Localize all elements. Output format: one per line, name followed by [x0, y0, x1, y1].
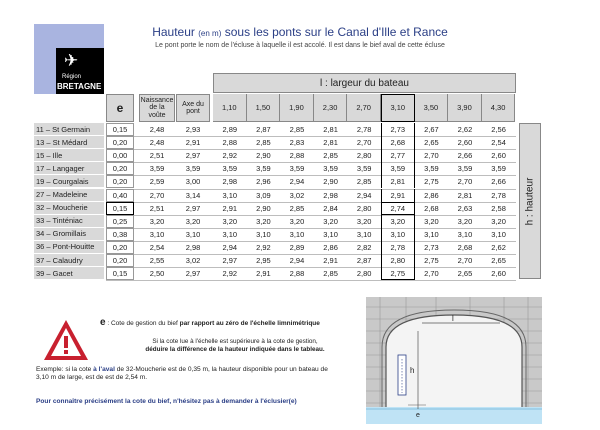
- height-value-cell: 2,70: [424, 151, 439, 161]
- voute-value-cell: 2,54: [149, 242, 165, 252]
- height-value-cell: 2,73: [424, 242, 439, 252]
- voute-value-cell: 2,48: [149, 125, 165, 134]
- height-value-cell: 2,87: [256, 125, 271, 134]
- height-value-cell: 3,02: [289, 190, 305, 200]
- height-value-cell: 2,91: [256, 269, 271, 279]
- height-value-cell: 2,56: [491, 125, 506, 134]
- height-value-cell: 2,92: [222, 151, 238, 161]
- height-value-cell: 2,60: [491, 269, 506, 279]
- e-value-cell: 0,15: [106, 202, 134, 215]
- axe-value-cell: 2,98: [185, 242, 201, 252]
- voute-value-cell: 3,10: [149, 229, 165, 239]
- height-value-cell: 2,75: [424, 256, 439, 265]
- height-value-cell: 2,62: [491, 242, 506, 252]
- e-value-cell: 0,20: [106, 175, 134, 188]
- e-column-header: e: [106, 94, 134, 122]
- height-value-cell: 2,95: [256, 256, 271, 265]
- diagram-label-e: e: [416, 412, 420, 419]
- e-value-cell: 0,20: [106, 162, 134, 175]
- e-value-cell: 0,15: [106, 123, 134, 136]
- page-subtitle: Le pont porte le nom de l'écluse à laquelle il est accolé. Il est dans le bief aval de cette écluse: [155, 42, 445, 49]
- voute-value-cell: 2,51: [149, 203, 165, 213]
- height-value-cell: 2,89: [222, 125, 238, 134]
- height-value-cell: 2,65: [424, 138, 439, 148]
- axe-value-cell: 3,02: [185, 256, 201, 265]
- height-value-cell: 3,59: [491, 164, 506, 174]
- height-value-cell: 2,66: [491, 177, 506, 187]
- height-value-cell: 3,10: [491, 229, 506, 239]
- height-value-cell: 2,98: [323, 190, 338, 200]
- height-value-cell: 2,54: [491, 138, 506, 148]
- logo-line1: Région: [62, 74, 82, 80]
- e-value-cell: 0,00: [106, 149, 134, 162]
- height-value-cell: 2,94: [356, 190, 372, 200]
- height-value-cell: 3,59: [424, 164, 439, 174]
- height-value-cell: 2,75: [381, 267, 415, 280]
- width-header-cell: 1,90: [280, 94, 314, 122]
- height-value-cell: 2,86: [424, 190, 439, 200]
- lock-name-cell: 32 – Moucherie: [34, 202, 104, 215]
- height-value-cell: 2,82: [356, 242, 372, 252]
- height-value-cell: 2,96: [256, 177, 271, 187]
- height-value-cell: 2,91: [381, 189, 415, 202]
- lock-name-cell: 13 – St Médard: [34, 136, 104, 149]
- voute-value-cell: 3,20: [149, 216, 165, 226]
- height-value-cell: 2,75: [424, 177, 439, 187]
- lock-name-cell: 17 – Langager: [34, 162, 104, 175]
- logo-line2: BRETAGNE: [57, 82, 102, 91]
- height-value-cell: 3,20: [289, 216, 305, 226]
- diagram-label-l: l: [452, 314, 454, 323]
- height-value-cell: 3,20: [356, 216, 372, 226]
- e-value-cell: 0,15: [106, 267, 134, 280]
- axe-value-cell: 2,93: [185, 125, 201, 134]
- region-bretagne-logo: [34, 24, 104, 94]
- lock-name-cell: 39 – Gacet: [34, 267, 104, 280]
- lock-name-cell: 15 – Ille: [34, 149, 104, 162]
- height-value-cell: 2,84: [323, 203, 338, 213]
- height-value-cell: 2,70: [424, 269, 439, 279]
- height-value-cell: 2,70: [356, 138, 372, 148]
- height-value-cell: 2,80: [356, 203, 372, 213]
- height-value-cell: 3,20: [222, 216, 238, 226]
- bridge-diagram: [366, 297, 542, 424]
- height-value-cell: 2,94: [289, 256, 305, 265]
- height-value-cell: 2,85: [323, 151, 338, 161]
- height-value-cell: 3,20: [381, 215, 415, 228]
- height-value-cell: 2,68: [381, 136, 415, 149]
- height-value-cell: 3,10: [323, 229, 338, 239]
- height-value-cell: 2,97: [222, 256, 238, 265]
- axe-value-cell: 2,97: [185, 269, 201, 279]
- height-value-cell: 2,81: [381, 175, 415, 188]
- height-value-cell: 2,74: [381, 202, 415, 215]
- axe-value-cell: 2,97: [185, 203, 201, 213]
- height-value-cell: 3,59: [256, 164, 271, 174]
- height-value-cell: 3,10: [457, 229, 473, 239]
- axe-value-cell: 3,10: [185, 229, 201, 239]
- height-value-cell: 2,88: [289, 269, 305, 279]
- height-value-cell: 2,78: [356, 125, 372, 134]
- height-value-cell: 2,88: [289, 151, 305, 161]
- axe-value-cell: 3,14: [185, 190, 201, 200]
- height-value-cell: 2,68: [424, 203, 439, 213]
- page-title: Hauteur (en m) sous les ponts sur le Canal d'Ille et Rance: [152, 25, 448, 39]
- height-value-cell: 2,65: [491, 256, 506, 265]
- lock-name-cell: 19 – Courgalais: [34, 175, 104, 188]
- height-value-cell: 2,70: [457, 256, 473, 265]
- axe-value-cell: 3,00: [185, 177, 201, 187]
- height-value-cell: 2,85: [323, 269, 338, 279]
- e-value-cell: 0,25: [106, 215, 134, 228]
- height-value-cell: 3,20: [256, 216, 271, 226]
- e-value-cell: 0,20: [106, 254, 134, 267]
- height-value-cell: 2,91: [323, 256, 338, 265]
- width-header-cell: 4,30: [482, 94, 516, 122]
- height-value-cell: 3,20: [424, 216, 439, 226]
- height-value-cell: 3,10: [289, 229, 305, 239]
- height-value-cell: 2,92: [256, 242, 271, 252]
- height-value-cell: 2,81: [323, 125, 338, 134]
- height-value-cell: 2,85: [356, 177, 372, 187]
- axe-value-cell: 2,97: [185, 151, 201, 161]
- height-value-cell: 2,89: [289, 242, 305, 252]
- height-value-cell: 2,90: [323, 177, 338, 187]
- example-text: Exemple: si la cote à l'aval de 32-Moucherie est de 0,35 m, la hauteur disponible pour un bateau de 3,10 m de large, est de est de 2,54 m.: [36, 366, 328, 382]
- height-value-cell: 2,83: [289, 138, 305, 148]
- height-value-cell: 2,85: [289, 125, 305, 134]
- height-value-cell: 2,63: [457, 203, 473, 213]
- width-header-cell: 3,90: [448, 94, 482, 122]
- height-value-cell: 2,78: [491, 190, 506, 200]
- voute-value-cell: 2,50: [149, 269, 165, 279]
- width-header-cell: 1,50: [247, 94, 281, 122]
- height-value-cell: 2,80: [381, 254, 415, 267]
- lock-name-cell: 33 – Tinténiac: [34, 215, 104, 228]
- width-header-cell: 2,30: [314, 94, 348, 122]
- height-value-cell: 2,88: [222, 138, 238, 148]
- height-value-cell: 2,98: [222, 177, 238, 187]
- lock-name-cell: 36 – Pont-Houitte: [34, 241, 104, 254]
- e-value-cell: 0,40: [106, 189, 134, 202]
- height-value-cell: 3,10: [222, 229, 238, 239]
- voute-value-cell: 2,51: [149, 151, 165, 161]
- warning-icon: [42, 318, 90, 362]
- height-value-cell: 2,73: [381, 123, 415, 136]
- height-value-cell: 3,59: [222, 164, 238, 174]
- axe-value-cell: 3,59: [185, 164, 201, 174]
- height-value-cell: 2,85: [256, 138, 271, 148]
- height-value-cell: 2,65: [457, 269, 473, 279]
- e-value-cell: 0,20: [106, 136, 134, 149]
- height-value-cell: 2,58: [491, 203, 506, 213]
- height-value-cell: 3,59: [457, 164, 473, 174]
- height-value-cell: 2,86: [323, 242, 338, 252]
- height-value-cell: 3,09: [256, 190, 271, 200]
- width-header-cell: 2,70: [347, 94, 381, 122]
- gull-icon: ✈: [64, 51, 79, 70]
- height-value-cell: 2,70: [457, 177, 473, 187]
- width-header-cell: 3,10: [381, 94, 415, 122]
- axe-value-cell: 3,20: [185, 216, 201, 226]
- height-value-cell: 2,87: [356, 256, 372, 265]
- height-value-cell: 2,81: [457, 190, 473, 200]
- height-value-cell: 3,20: [457, 216, 473, 226]
- voute-value-cell: 2,59: [149, 177, 165, 187]
- width-header-cell: 3,50: [415, 94, 449, 122]
- height-value-cell: 2,85: [289, 203, 305, 213]
- e-value-cell: 0,20: [106, 241, 134, 254]
- e-value-cell: 0,38: [106, 228, 134, 241]
- lock-name-cell: 37 – Calaudry: [34, 254, 104, 267]
- correction-rule: Si la cote lue à l'échelle est supérieure à la cote de gestion, déduire la différence de la hauteur indiquée dans le tableau.: [145, 338, 325, 354]
- height-value-cell: 2,94: [222, 242, 238, 252]
- width-header: l : largeur du bateau: [213, 73, 516, 93]
- height-value-cell: 3,10: [222, 190, 238, 200]
- height-value-cell: 3,10: [256, 229, 271, 239]
- height-value-cell: 2,77: [381, 149, 415, 162]
- height-value-cell: 3,20: [323, 216, 338, 226]
- height-value-cell: 3,20: [491, 216, 506, 226]
- height-value-cell: 2,90: [256, 151, 271, 161]
- height-value-cell: 3,59: [323, 164, 338, 174]
- diagram-label-h: h: [410, 366, 415, 375]
- height-value-cell: 2,81: [323, 138, 338, 148]
- height-value-cell: 2,91: [222, 203, 238, 213]
- height-value-cell: 3,59: [381, 162, 415, 175]
- e-definition: e : Cote de gestion du bief par rapport au zéro de l'échelle limnimétrique: [100, 317, 320, 328]
- row-divider: [106, 280, 516, 281]
- height-value-cell: 2,78: [381, 241, 415, 254]
- height-value-cell: 2,67: [424, 125, 439, 134]
- contact-note: Pour connaître précisément la cote du bief, n'hésitez pas à demander à l'éclusier(e): [36, 398, 297, 405]
- height-value-cell: 2,60: [457, 138, 473, 148]
- lock-name-cell: 11 – St Germain: [34, 123, 104, 136]
- axe-column-header: Axe du pont: [176, 94, 210, 122]
- height-value-cell: 2,94: [289, 177, 305, 187]
- height-value-cell: 3,10: [381, 228, 415, 241]
- voute-value-cell: 2,48: [149, 138, 165, 148]
- height-value-cell: 2,62: [457, 125, 473, 134]
- voute-value-cell: 2,55: [149, 256, 165, 265]
- height-value-cell: 3,59: [356, 164, 372, 174]
- height-value-cell: 2,80: [356, 151, 372, 161]
- height-value-cell: 2,66: [457, 151, 473, 161]
- height-side-label: h : hauteur: [519, 123, 541, 279]
- height-value-cell: 3,59: [289, 164, 305, 174]
- height-value-cell: 3,10: [356, 229, 372, 239]
- height-value-cell: 2,90: [256, 203, 271, 213]
- height-value-cell: 2,92: [222, 269, 238, 279]
- width-header-cell: 1,10: [213, 94, 247, 122]
- voute-column-header: Naissance de la voûte: [139, 94, 175, 122]
- height-value-cell: 2,80: [356, 269, 372, 279]
- lock-name-cell: 27 – Madeleine: [34, 189, 104, 202]
- lock-name-cell: 34 – Gromillais: [34, 228, 104, 241]
- axe-value-cell: 2,91: [185, 138, 201, 148]
- height-value-cell: 2,68: [457, 242, 473, 252]
- voute-value-cell: 3,59: [149, 164, 165, 174]
- voute-value-cell: 2,70: [149, 190, 165, 200]
- height-value-cell: 3,10: [424, 229, 439, 239]
- height-value-cell: 2,60: [491, 151, 506, 161]
